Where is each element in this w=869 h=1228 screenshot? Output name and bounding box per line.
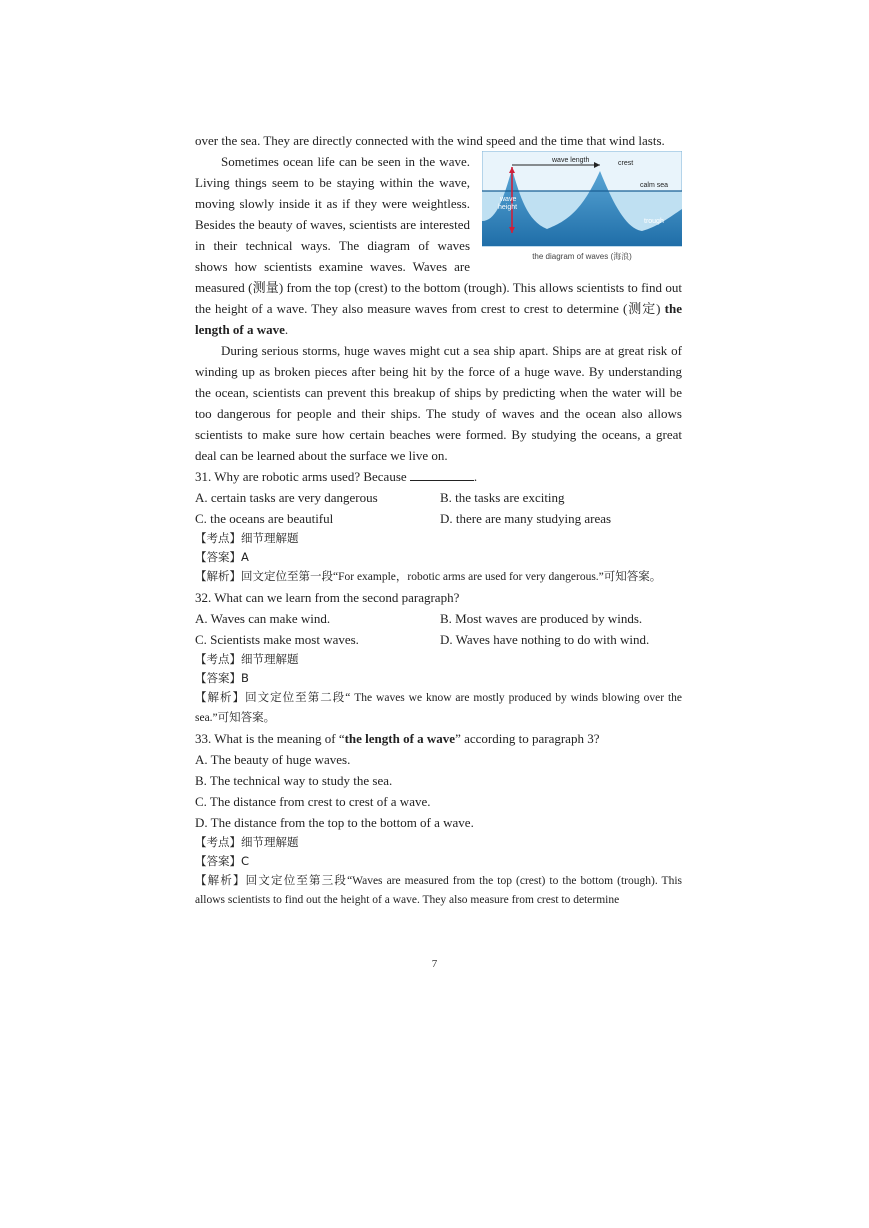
q31-jiexi-quote: “For example，robotic arms are used for very dangerous.”	[333, 571, 604, 583]
q31-answer: 【答案】A	[195, 550, 249, 564]
diagram-caption: the diagram of waves (海浪)	[532, 252, 632, 261]
q33-option-a: A. The beauty of huge waves.	[195, 752, 351, 767]
paragraph-4: During serious storms, huge waves might cut a sea ship apart. Ships are at great risk of winding up as broken pieces after being hit by the force of a huge wave. By understanding the ocean, scientists can prevent this breakup of ships by predicting when the water will be too dangerous for people and their ships. The study of waves and the ocean also allows scientists to make sure how certain beaches were formed. By studying the oceans, a great deal can be learned about the surface we live on.	[195, 343, 682, 463]
q31-blank	[410, 468, 474, 481]
q32-option-b: B. Most waves are produced by winds.	[440, 611, 643, 626]
q32-kaodian: 【考点】细节理解题	[195, 652, 299, 666]
q31-stem	[195, 466, 682, 487]
q31-stem-end: .	[473, 469, 478, 484]
q31-kaodian: 【考点】细节理解题	[195, 531, 299, 545]
q32-option-d: D. Waves have nothing to do with wind.	[440, 632, 650, 647]
q33-jiexi	[195, 871, 682, 910]
paragraph-continued: over the sea. They are directly connected with the wind speed and the time that wind lasts.	[195, 133, 665, 148]
q33-jiexi-label: 【解析】回文定位至第三段	[195, 873, 348, 887]
q33-option-d: D. The distance from the top to the bottom of a wave.	[195, 815, 474, 830]
q31-stem-text: 31. Why are robotic arms used? Because	[195, 469, 410, 484]
q33-option-c: C. The distance from crest to crest of a wave.	[195, 794, 431, 809]
label-crest: crest	[618, 160, 634, 167]
q32-options	[195, 608, 682, 650]
paragraph-3-bold: the length of a wave	[195, 301, 682, 337]
q33-stem-post: ” according to paragraph 3?	[455, 731, 600, 746]
q32-option-c: C. Scientists make most waves.	[195, 632, 359, 647]
q32-jiexi	[195, 688, 682, 728]
q32-option-a: A. Waves can make wind.	[195, 611, 331, 626]
paragraph-with-figure	[195, 151, 682, 340]
paragraph-3-end: .	[284, 322, 289, 337]
q32-jiexi-quote: “ The waves we know are mostly produced by winds blowing over the sea.”	[195, 692, 682, 724]
q31-jiexi-end: 可知答案。	[603, 569, 662, 583]
q33-stem-pre: 33. What is the meaning of “	[195, 731, 345, 746]
q31-jiexi-label: 【解析】回文定位至第一段	[195, 569, 333, 583]
q32-jiexi-label: 【解析】回文定位至第二段	[195, 690, 346, 704]
label-trough: trough	[644, 218, 664, 225]
page-content	[195, 130, 682, 910]
q32-jiexi-end: 可知答案。	[217, 710, 276, 724]
q32-stem: 32. What can we learn from the second paragraph?	[195, 590, 460, 605]
q33-option-b: B. The technical way to study the sea.	[195, 773, 393, 788]
label-wave-height-1: wave	[500, 196, 517, 203]
paragraph-3-text: Sometimes ocean life can be seen in the wave. Living things seem to be staying within the wave, moving slowly inside it as if they were weightless. Besides the beauty of waves, scientists are interested in their technical ways. The diagram of waves shows how scientists examine waves. Waves are measured (测量) from the top (crest) to the bottom (trough). This allows scientists to find out the height of a wave. They also measure waves from crest to crest to determine (测定)	[195, 154, 682, 316]
q31-option-b: B. the tasks are exciting	[440, 490, 565, 505]
q33-jiexi-quote: “Waves are measured from the top (crest) to the bottom (trough). This allows scientists to find out the height of a wave. They also measure from crest to determine	[195, 875, 682, 906]
wave-diagram	[482, 151, 682, 264]
q31-option-a: A. certain tasks are very dangerous	[195, 490, 378, 505]
q33-stem-bold: the length of a wave	[344, 731, 456, 746]
q31-option-c: C. the oceans are beautiful	[195, 511, 334, 526]
q33-stem	[195, 728, 682, 749]
q31-jiexi	[195, 567, 682, 587]
label-wave-height-2: height	[498, 204, 518, 211]
label-calm-sea: calm sea	[640, 182, 669, 189]
page-number: 7	[431, 958, 438, 970]
q32-answer: 【答案】B	[195, 671, 249, 685]
q33-answer: 【答案】C	[195, 854, 250, 868]
q31-option-d: D. there are many studying areas	[440, 511, 612, 526]
q31-options	[195, 487, 682, 529]
q33-kaodian: 【考点】细节理解题	[195, 835, 299, 849]
label-wave-length: wave length	[552, 157, 590, 164]
